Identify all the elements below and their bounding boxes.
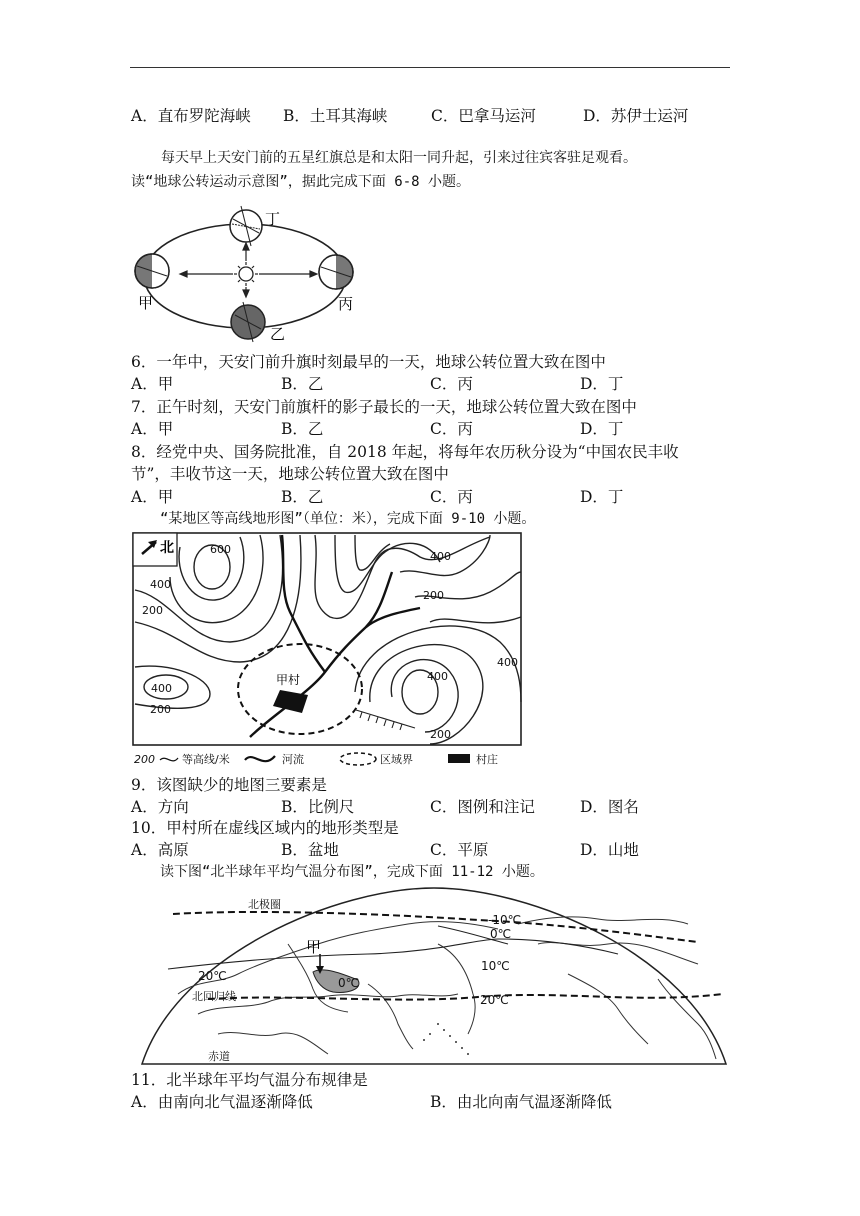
intro-11-12: 读下图“北半球年平均气温分布图”，完成下面 11-12 小题。 xyxy=(160,864,544,880)
nh-temperature-map xyxy=(138,884,730,1066)
sun-icon xyxy=(234,262,258,286)
elev-label: 400 xyxy=(151,682,172,695)
q6-option-a[interactable]: A．甲 xyxy=(131,375,174,393)
legend-river: 河流 xyxy=(282,753,304,766)
q5-option-d[interactable]: D．苏伊士运河 xyxy=(583,107,689,125)
q11-option-b[interactable]: B．由北向南气温逐渐降低 xyxy=(430,1093,612,1111)
contour-map xyxy=(130,532,524,770)
elev-label: 200 xyxy=(142,604,163,617)
arctic-circle-label: 北极圈 xyxy=(248,898,281,911)
label-ding: 丁 xyxy=(265,210,281,228)
q7-option-b[interactable]: B．乙 xyxy=(281,420,324,438)
q5-option-b[interactable]: B．土耳其海峡 xyxy=(283,107,388,125)
q8-stem-line1: 8．经党中央、国务院批准，自 2018 年起，将每年农历秋分设为“中国农民丰收 xyxy=(131,443,679,461)
q8-option-c[interactable]: C．丙 xyxy=(430,488,473,506)
q10-option-d[interactable]: D．山地 xyxy=(580,841,639,859)
isotherm-label: -10℃ xyxy=(488,913,522,927)
q7-option-d[interactable]: D．丁 xyxy=(580,420,624,438)
q9-option-d[interactable]: D．图名 xyxy=(580,798,639,816)
label-jia-tibet: 甲 xyxy=(306,938,322,956)
legend-village: 村庄 xyxy=(476,753,498,766)
q6-option-d[interactable]: D．丁 xyxy=(580,375,624,393)
q8-option-b[interactable]: B．乙 xyxy=(281,488,324,506)
label-yi: 乙 xyxy=(270,325,286,343)
q6-option-c[interactable]: C．丙 xyxy=(430,375,473,393)
q10-option-c[interactable]: C．平原 xyxy=(430,841,489,859)
equator-label: 赤道 xyxy=(208,1050,230,1063)
q8-option-d[interactable]: D．丁 xyxy=(580,488,624,506)
header-rule xyxy=(130,67,730,68)
legend-contour: 等高线/米 xyxy=(182,753,230,766)
q9-option-b[interactable]: B．比例尺 xyxy=(281,798,355,816)
q8-stem-line2: 节”，丰收节这一天，地球公转位置大致在图中 xyxy=(131,465,449,483)
q10-option-a[interactable]: A．高原 xyxy=(131,841,189,859)
isotherm-label: 20℃ xyxy=(480,993,509,1007)
elev-label: 400 xyxy=(427,670,448,683)
elev-label: 400 xyxy=(497,656,518,669)
intro-9-10: “某地区等高线地形图”（单位：米），完成下面 9-10 小题。 xyxy=(160,511,536,527)
q7-option-c[interactable]: C．丙 xyxy=(430,420,473,438)
label-jia: 甲 xyxy=(138,294,154,312)
intro-6-8-line2: 读“地球公转运动示意图”，据此完成下面 6-8 小题。 xyxy=(131,174,470,190)
village-label: 甲村 xyxy=(276,673,301,687)
q9-stem: 9．该图缺少的地图三要素是 xyxy=(131,776,327,794)
isotherm-label: 0℃ xyxy=(338,976,360,990)
q5-option-c[interactable]: C．巴拿马运河 xyxy=(431,107,536,125)
legend-boundary: 区域界 xyxy=(380,753,413,766)
earth-position-ding xyxy=(230,206,262,246)
elev-label: 200 xyxy=(150,703,171,716)
q9-option-c[interactable]: C．图例和注记 xyxy=(430,798,535,816)
q7-stem: 7．正午时刻，天安门前旗杆的影子最长的一天，地球公转位置大致在图中 xyxy=(131,398,637,416)
intro-6-8-line1: 每天早上天安门前的五星红旗总是和太阳一同升起，引来过往宾客驻足观看。 xyxy=(161,150,637,166)
elev-label: 400 xyxy=(150,578,171,591)
elev-label: 200 xyxy=(430,728,451,741)
q7-option-a[interactable]: A．甲 xyxy=(131,420,174,438)
q9-option-a[interactable]: A．方向 xyxy=(131,798,189,816)
tropic-label: 北回归线 xyxy=(192,990,236,1003)
isotherm-label: 10℃ xyxy=(481,959,510,973)
earth-position-yi xyxy=(231,302,265,342)
elev-label: 600 xyxy=(210,543,231,556)
q11-stem: 11．北半球年平均气温分布规律是 xyxy=(131,1071,368,1089)
label-bing: 丙 xyxy=(338,295,354,313)
q6-stem: 6．一年中，天安门前升旗时刻最早的一天，地球公转位置大致在图中 xyxy=(131,353,606,371)
q10-stem: 10．甲村所在虚线区域内的地形类型是 xyxy=(131,819,399,837)
earth-orbit-diagram xyxy=(128,196,358,346)
q6-option-b[interactable]: B．乙 xyxy=(281,375,324,393)
isotherm-label: 20℃ xyxy=(198,969,227,983)
q11-option-a[interactable]: A．由南向北气温逐渐降低 xyxy=(131,1093,313,1111)
q5-option-a[interactable]: A．直布罗陀海峡 xyxy=(131,107,251,125)
earth-position-bing xyxy=(319,255,353,289)
map-legend xyxy=(134,752,498,766)
elev-label: 400 xyxy=(430,550,451,563)
q10-option-b[interactable]: B．盆地 xyxy=(281,841,339,859)
q8-option-a[interactable]: A．甲 xyxy=(131,488,174,506)
earth-position-jia xyxy=(135,254,169,288)
elev-label: 200 xyxy=(423,589,444,602)
north-label: 北 xyxy=(160,540,174,556)
isotherm-label: 0℃ xyxy=(490,927,512,941)
legend-contour-value: 200 xyxy=(134,753,155,766)
